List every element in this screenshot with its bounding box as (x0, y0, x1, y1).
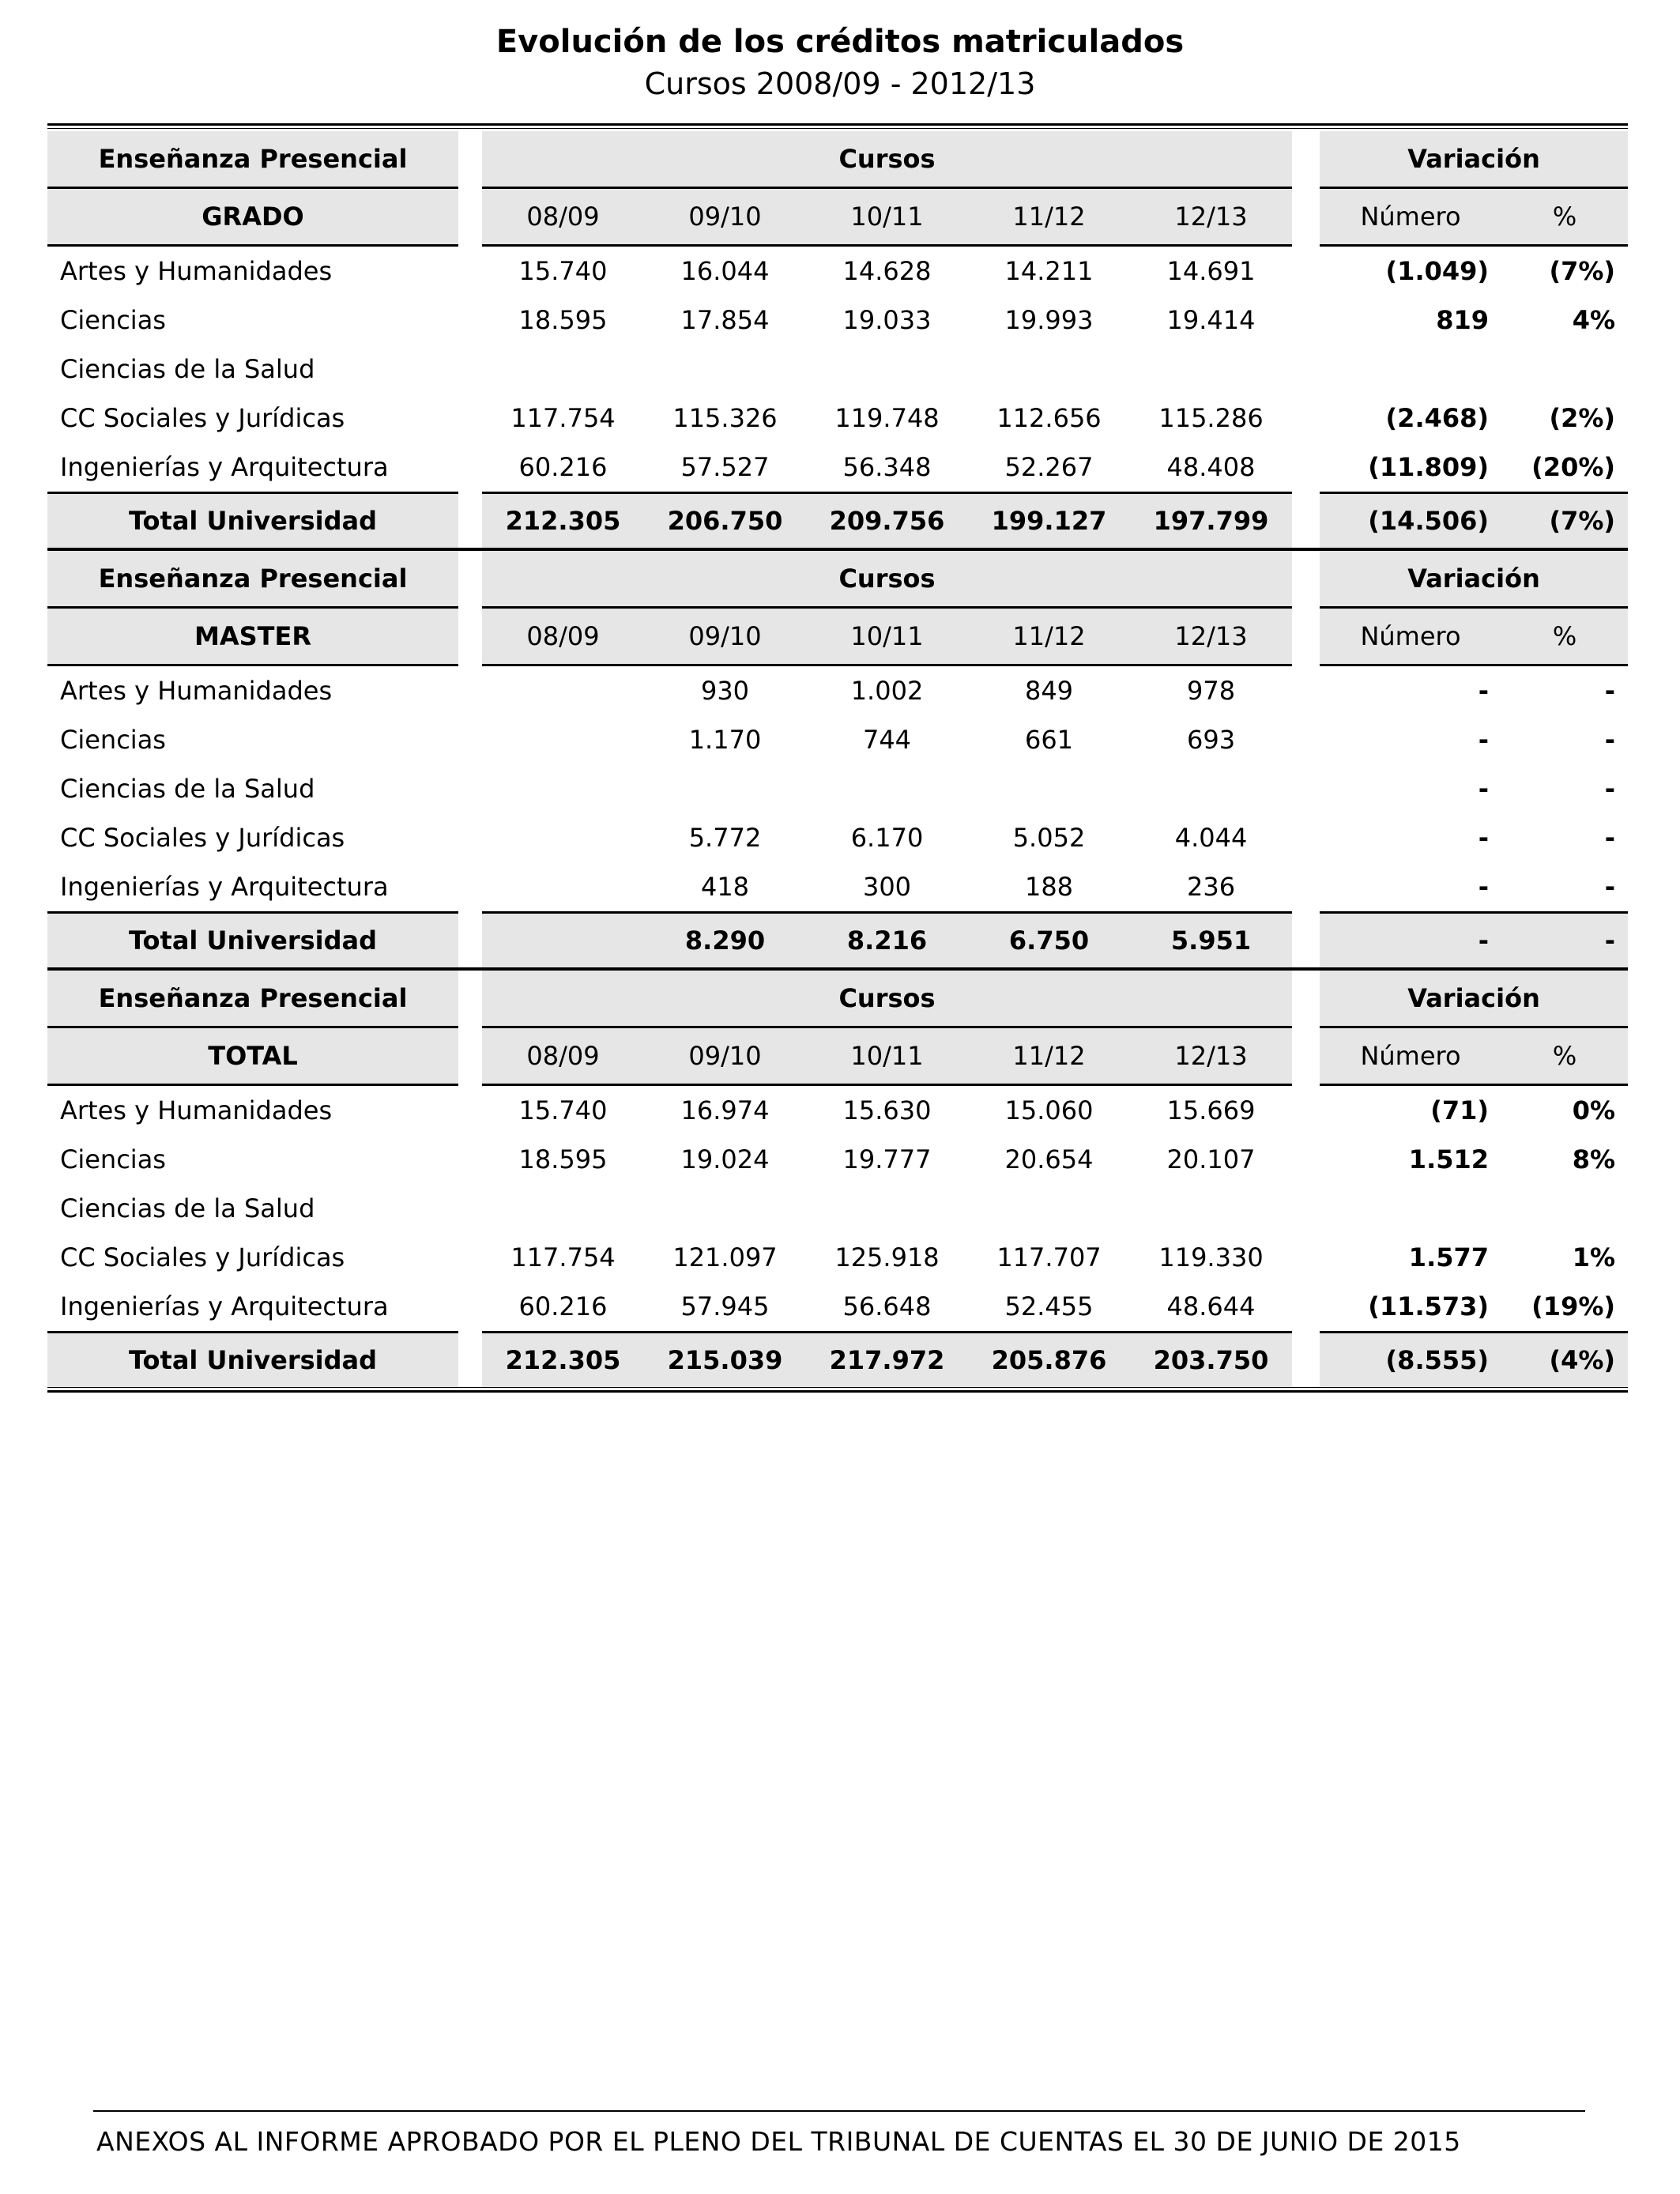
table-row (47, 443, 1628, 493)
total-value-cell: 5.951 (1130, 913, 1292, 970)
section-header-row (47, 131, 1628, 188)
spacer-cell (458, 1085, 482, 1136)
value-cell: 15.669 (1166, 1095, 1256, 1125)
variacion-numero-cell: (71) (1430, 1095, 1490, 1125)
spacer-cell (458, 665, 482, 716)
year-header: 11/12 (968, 1027, 1130, 1085)
var-pct-header: % (1501, 608, 1628, 665)
value-cell: 115.286 (1158, 403, 1264, 433)
value-cell: 115.326 (672, 403, 778, 433)
value-cell (1130, 345, 1292, 394)
page-title: Evolución de los créditos matriculados (495, 24, 1185, 60)
value-cell: 112.656 (996, 403, 1102, 433)
value-cell (806, 1184, 968, 1233)
variacion-header: Variación (1320, 969, 1628, 1027)
value-cell (968, 764, 1130, 813)
variacion-pct-cell: 1% (1572, 1242, 1616, 1272)
value-cell: 1.002 (850, 676, 924, 706)
table-row (47, 1184, 1628, 1233)
variacion-numero-cell: - (1478, 725, 1490, 755)
value-cell: 744 (862, 725, 912, 755)
spacer-cell (1292, 246, 1320, 296)
total-value-cell: 197.799 (1130, 493, 1292, 550)
value-cell: 19.993 (1004, 305, 1094, 335)
variacion-numero-cell: 1.512 (1408, 1144, 1490, 1174)
spacer-cell (1292, 345, 1320, 394)
value-cell (1130, 764, 1292, 813)
table-row (47, 862, 1628, 913)
variacion-pct-cell (1501, 345, 1628, 394)
total-row (47, 913, 1628, 970)
row-label: CC Sociales y Jurídicas (60, 1242, 345, 1272)
variacion-numero-cell: - (1478, 774, 1490, 804)
row-label: Artes y Humanidades (60, 676, 333, 706)
credits-table-wrapper (47, 123, 1628, 1393)
table-row (47, 296, 1628, 345)
variacion-numero-cell: (1.049) (1385, 256, 1490, 286)
total-value-cell: 212.305 (482, 493, 644, 550)
section-subheader-label: TOTAL (47, 1027, 458, 1085)
row-label: Ciencias (60, 725, 166, 755)
variacion-numero-cell: (11.573) (1320, 1282, 1501, 1333)
table-row (47, 1233, 1628, 1282)
spacer-cell (458, 1184, 482, 1233)
table-row (47, 1282, 1628, 1333)
value-cell (1130, 1184, 1292, 1233)
total-value-cell: 203.750 (1130, 1333, 1292, 1388)
spacer-cell (458, 608, 482, 665)
spacer-cell (1292, 493, 1320, 550)
year-header: 11/12 (968, 188, 1130, 246)
value-cell: 119.330 (1158, 1242, 1264, 1272)
spacer-cell (1292, 549, 1320, 608)
section-subheader-row (47, 188, 1628, 246)
row-label: Artes y Humanidades (60, 256, 333, 286)
spacer-cell (458, 493, 482, 550)
value-cell: 48.644 (1130, 1282, 1292, 1333)
spacer-cell (458, 549, 482, 608)
variacion-pct-cell (1501, 1184, 1628, 1233)
spacer-cell (458, 188, 482, 246)
total-row (47, 493, 1628, 550)
value-cell (644, 1184, 806, 1233)
section-subheader-label: GRADO (47, 188, 458, 246)
value-cell: 16.044 (680, 256, 770, 286)
spacer-cell (458, 394, 482, 443)
value-cell: 978 (1186, 676, 1236, 706)
value-cell: 849 (1024, 676, 1074, 706)
var-pct-header: % (1501, 188, 1628, 246)
spacer-cell (1292, 1233, 1320, 1282)
value-cell: 300 (806, 862, 968, 913)
section-header-label: Enseñanza Presencial (47, 549, 458, 608)
spacer-cell (458, 764, 482, 813)
value-cell: 117.754 (510, 403, 616, 433)
variacion-pct-cell: (2%) (1549, 403, 1616, 433)
total-value-cell: 8.290 (644, 913, 806, 970)
value-cell: 5.052 (1012, 823, 1086, 853)
table-row (47, 715, 1628, 764)
value-cell: 19.777 (842, 1144, 932, 1174)
total-value-cell: 8.216 (806, 913, 968, 970)
value-cell (482, 715, 644, 764)
value-cell: 117.707 (996, 1242, 1102, 1272)
value-cell (482, 1184, 644, 1233)
total-value-cell: 212.305 (482, 1333, 644, 1388)
value-cell: 20.107 (1166, 1144, 1256, 1174)
year-header: 11/12 (968, 608, 1130, 665)
spacer-cell (1292, 715, 1320, 764)
variacion-pct-cell: (7%) (1549, 256, 1616, 286)
row-label: CC Sociales y Jurídicas (60, 403, 345, 433)
total-label: Total Universidad (47, 493, 458, 550)
value-cell (644, 345, 806, 394)
value-cell (968, 1184, 1130, 1233)
year-header: 10/11 (806, 608, 968, 665)
spacer-cell (458, 813, 482, 862)
spacer-cell (1292, 862, 1320, 913)
spacer-cell (1292, 1085, 1320, 1136)
value-cell: 5.772 (688, 823, 762, 853)
variacion-pct-cell: - (1501, 862, 1628, 913)
variacion-header: Variación (1320, 549, 1628, 608)
value-cell (644, 764, 806, 813)
value-cell: 56.648 (806, 1282, 968, 1333)
section-header-row (47, 969, 1628, 1027)
value-cell: 19.024 (680, 1144, 770, 1174)
value-cell: 661 (1024, 725, 1074, 755)
value-cell: 14.628 (842, 256, 932, 286)
value-cell: 56.348 (806, 443, 968, 493)
row-label: Ingenierías y Arquitectura (47, 443, 458, 493)
spacer-cell (1292, 296, 1320, 345)
value-cell: 20.654 (1004, 1144, 1094, 1174)
variacion-numero-cell (1320, 1184, 1501, 1233)
variacion-header: Variación (1320, 131, 1628, 188)
table-row (47, 665, 1628, 716)
section-header-row (47, 549, 1628, 608)
var-numero-header: Número (1320, 1027, 1501, 1085)
value-cell: 52.267 (968, 443, 1130, 493)
value-cell (806, 345, 968, 394)
spacer-cell (1292, 443, 1320, 493)
variacion-numero-cell: 1.577 (1408, 1242, 1490, 1272)
variacion-pct-cell: - (1604, 774, 1616, 804)
variacion-numero-cell: (11.809) (1320, 443, 1501, 493)
footer-rule (93, 2110, 1585, 2112)
variacion-pct-cell: 4% (1572, 305, 1616, 335)
value-cell (482, 665, 644, 716)
value-cell: 693 (1186, 725, 1236, 755)
value-cell: 57.527 (644, 443, 806, 493)
value-cell: 4.044 (1174, 823, 1248, 853)
page-footer: ANEXOS AL INFORME APROBADO POR EL PLENO DEL TRIBUNAL DE CUENTAS EL 30 DE JUNIO DE 2015 (96, 2126, 1461, 2157)
spacer-cell (458, 913, 482, 970)
variacion-pct-cell: - (1604, 676, 1616, 706)
spacer-cell (1292, 913, 1320, 970)
total-variacion-pct: (7%) (1501, 493, 1628, 550)
table-body (47, 131, 1628, 1387)
table-row (47, 345, 1628, 394)
row-label: Ciencias (60, 305, 166, 335)
value-cell: 6.170 (850, 823, 924, 853)
table-row (47, 764, 1628, 813)
value-cell: 117.754 (510, 1242, 616, 1272)
year-header: 08/09 (482, 1027, 644, 1085)
row-label: Ingenierías y Arquitectura (47, 862, 458, 913)
table-row (47, 813, 1628, 862)
year-header: 12/13 (1130, 1027, 1292, 1085)
value-cell (482, 345, 644, 394)
section-header-label: Enseñanza Presencial (47, 131, 458, 188)
value-cell: 930 (700, 676, 750, 706)
total-variacion-numero: (8.555) (1320, 1333, 1501, 1388)
spacer-cell (458, 1135, 482, 1184)
value-cell (482, 813, 644, 862)
value-cell: 60.216 (482, 443, 644, 493)
value-cell: 19.033 (842, 305, 932, 335)
var-numero-header: Número (1320, 188, 1501, 246)
spacer-cell (458, 345, 482, 394)
year-header: 08/09 (482, 608, 644, 665)
spacer-cell (458, 131, 482, 188)
spacer-cell (1292, 764, 1320, 813)
year-header: 09/10 (644, 188, 806, 246)
spacer-cell (458, 715, 482, 764)
section-subheader-label: MASTER (47, 608, 458, 665)
spacer-cell (458, 1333, 482, 1388)
table-row (47, 394, 1628, 443)
spacer-cell (1292, 1184, 1320, 1233)
value-cell: 418 (644, 862, 806, 913)
value-cell: 15.740 (518, 256, 608, 286)
row-label: Artes y Humanidades (60, 1095, 333, 1125)
variacion-pct-cell: 0% (1572, 1095, 1616, 1125)
spacer-cell (1292, 1333, 1320, 1388)
year-header: 12/13 (1130, 608, 1292, 665)
spacer-cell (1292, 188, 1320, 246)
spacer-cell (1292, 131, 1320, 188)
year-header: 12/13 (1130, 188, 1292, 246)
spacer-cell (1292, 608, 1320, 665)
value-cell: 18.595 (518, 1144, 608, 1174)
year-header: 10/11 (806, 188, 968, 246)
value-cell: 18.595 (518, 305, 608, 335)
spacer-cell (1292, 1027, 1320, 1085)
spacer-cell (458, 1233, 482, 1282)
total-value-cell (482, 913, 644, 970)
table-row (47, 1135, 1628, 1184)
total-value-cell: 209.756 (806, 493, 968, 550)
total-variacion-numero: - (1320, 913, 1501, 970)
total-value-cell: 199.127 (968, 493, 1130, 550)
row-label: Ingenierías y Arquitectura (47, 1282, 458, 1333)
total-value-cell: 215.039 (644, 1333, 806, 1388)
variacion-pct-cell: - (1604, 725, 1616, 755)
spacer-cell (1292, 969, 1320, 1027)
value-cell: 1.170 (688, 725, 762, 755)
value-cell: 17.854 (680, 305, 770, 335)
year-header: 09/10 (644, 608, 806, 665)
value-cell: 19.414 (1166, 305, 1256, 335)
spacer-cell (458, 246, 482, 296)
table-bottom-rule (47, 1387, 1628, 1393)
table-row (47, 246, 1628, 296)
value-cell: 188 (968, 862, 1130, 913)
row-label: CC Sociales y Jurídicas (60, 823, 345, 853)
credits-table (47, 131, 1628, 1387)
value-cell: 15.060 (1004, 1095, 1094, 1125)
var-numero-header: Número (1320, 608, 1501, 665)
value-cell (968, 345, 1130, 394)
page-subtitle: Cursos 2008/09 - 2012/13 (644, 66, 1036, 101)
variacion-numero-cell: - (1320, 862, 1501, 913)
spacer-cell (458, 969, 482, 1027)
year-header: 08/09 (482, 188, 644, 246)
total-variacion-numero: (14.506) (1320, 493, 1501, 550)
spacer-cell (1292, 1135, 1320, 1184)
value-cell (482, 862, 644, 913)
variacion-numero-cell (1320, 345, 1501, 394)
spacer-cell (1292, 813, 1320, 862)
variacion-pct-cell: (20%) (1501, 443, 1628, 493)
total-value-cell: 205.876 (968, 1333, 1130, 1388)
variacion-pct-cell: (19%) (1501, 1282, 1628, 1333)
table-row (47, 1085, 1628, 1136)
spacer-cell (1292, 1282, 1320, 1333)
total-label: Total Universidad (47, 913, 458, 970)
value-cell: 15.740 (518, 1095, 608, 1125)
year-header: 10/11 (806, 1027, 968, 1085)
value-cell: 14.211 (1004, 256, 1094, 286)
cursos-header: Cursos (482, 131, 1292, 188)
total-variacion-pct: - (1501, 913, 1628, 970)
value-cell: 48.408 (1130, 443, 1292, 493)
total-value-cell: 6.750 (968, 913, 1130, 970)
row-label: Ciencias de la Salud (60, 774, 315, 804)
variacion-numero-cell: (2.468) (1385, 403, 1490, 433)
spacer-cell (1292, 394, 1320, 443)
cursos-header: Cursos (482, 969, 1292, 1027)
row-label: Ciencias de la Salud (60, 1193, 315, 1223)
spacer-cell (1292, 665, 1320, 716)
total-variacion-pct: (4%) (1501, 1333, 1628, 1388)
row-label: Ciencias (60, 1144, 166, 1174)
cursos-header: Cursos (482, 549, 1292, 608)
value-cell: 16.974 (680, 1095, 770, 1125)
value-cell: 121.097 (672, 1242, 778, 1272)
spacer-cell (458, 296, 482, 345)
value-cell: 14.691 (1166, 256, 1256, 286)
spacer-cell (458, 443, 482, 493)
value-cell: 52.455 (968, 1282, 1130, 1333)
value-cell: 60.216 (482, 1282, 644, 1333)
value-cell: 125.918 (834, 1242, 940, 1272)
value-cell (806, 764, 968, 813)
value-cell: 119.748 (834, 403, 940, 433)
spacer-cell (458, 1282, 482, 1333)
total-row (47, 1333, 1628, 1388)
variacion-numero-cell: - (1478, 676, 1490, 706)
var-pct-header: % (1501, 1027, 1628, 1085)
total-value-cell: 217.972 (806, 1333, 968, 1388)
value-cell: 236 (1130, 862, 1292, 913)
table-top-rule (47, 123, 1628, 129)
section-subheader-row (47, 608, 1628, 665)
spacer-cell (458, 1027, 482, 1085)
value-cell: 57.945 (644, 1282, 806, 1333)
total-label: Total Universidad (47, 1333, 458, 1388)
total-value-cell: 206.750 (644, 493, 806, 550)
variacion-numero-cell: - (1478, 823, 1490, 853)
section-header-label: Enseñanza Presencial (47, 969, 458, 1027)
variacion-pct-cell: - (1604, 823, 1616, 853)
row-label: Ciencias de la Salud (60, 354, 315, 384)
value-cell (482, 764, 644, 813)
variacion-pct-cell: 8% (1572, 1144, 1616, 1174)
spacer-cell (458, 862, 482, 913)
variacion-numero-cell: 819 (1436, 305, 1490, 335)
value-cell: 15.630 (842, 1095, 932, 1125)
year-header: 09/10 (644, 1027, 806, 1085)
section-subheader-row (47, 1027, 1628, 1085)
